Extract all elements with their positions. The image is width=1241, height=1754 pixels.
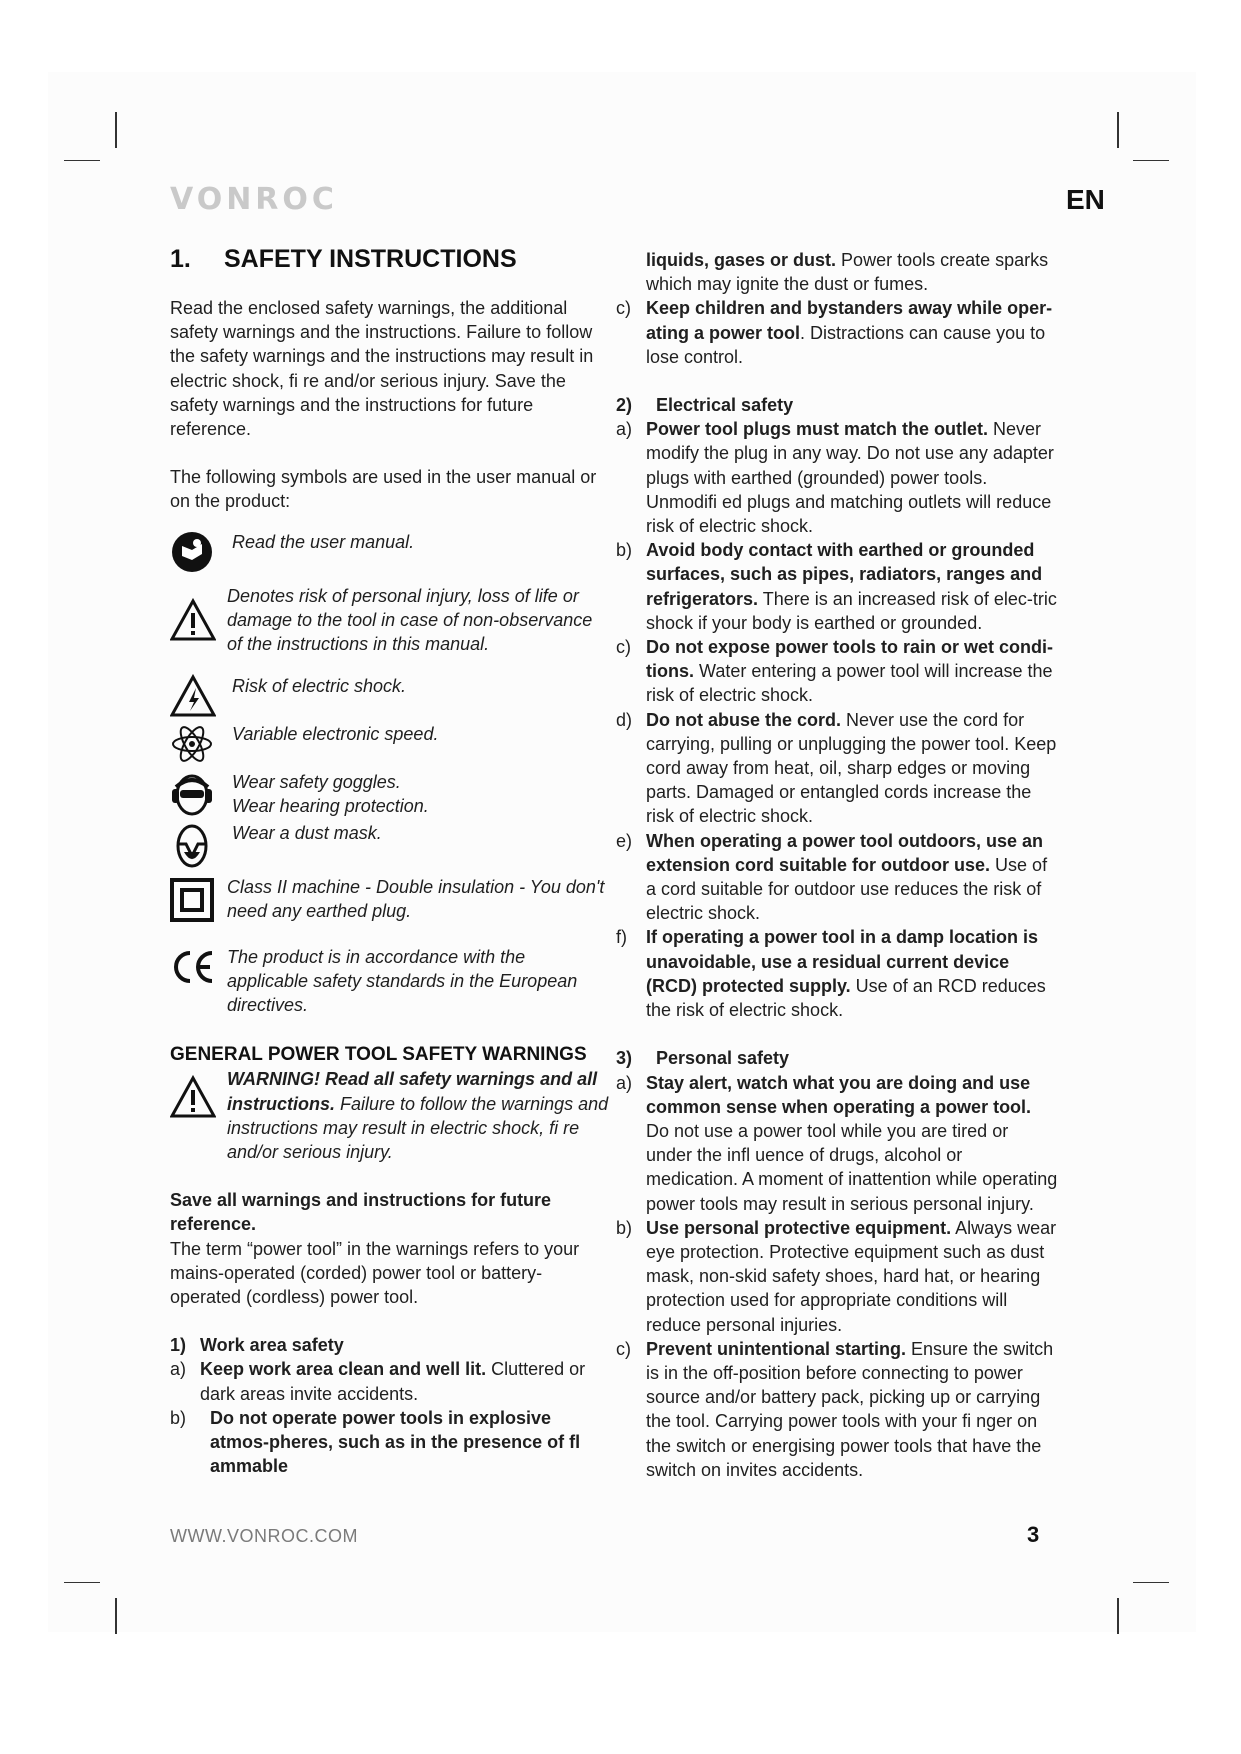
list-item: a) Stay alert, watch what you are doing and use common sense when operating a power tool. Do not use a power tool while you are tired or under the infl uence of drugs, alcohol or medication. A moment of inattention while operating power tools may result in serious personal injury. bbox=[616, 1072, 1058, 1214]
symbol-row: Risk of electric shock. bbox=[170, 674, 610, 718]
symbol-row: Read the user manual. bbox=[170, 530, 610, 574]
symbol-row: Class II machine - Double insulation - You don't need any earthed plug. bbox=[170, 875, 610, 925]
general-warnings-title: GENERAL POWER TOOL SAFETY WARNINGS bbox=[170, 1044, 587, 1066]
symbol-row: The product is in accordance with the applicable safety standards in the European directives. bbox=[170, 945, 610, 1018]
crop-mark bbox=[115, 112, 117, 148]
section-heading: 3) Personal safety bbox=[616, 1048, 790, 1069]
list-item: f) If operating a power tool in a damp location is unavoidable, use a residual current device (RCD) protected supply. Use of an RCD reduces the risk of electric shock. bbox=[616, 927, 1046, 1021]
list-item: c) Prevent unintentional starting. Ensure the switch is in the off-position before connecting to power source and/or battery pack, picking up or carrying the tool. Carrying power tools with your fi nger on the switch or energising power tools that have the switch on invites accidents. bbox=[616, 1338, 1054, 1480]
save-warnings-text: Save all warnings and instructions for future reference. bbox=[170, 1190, 552, 1235]
symbols-list bbox=[170, 530, 610, 1018]
warning-triangle-icon bbox=[170, 584, 222, 656]
electronic-speed-icon bbox=[170, 722, 222, 766]
list-item: d) Do not abuse the cord. Never use the cord for carrying, pulling or unplugging the power tool. Keep cord away from heat, oil, sharp edges or moving parts. Damaged or entangled cords increase the risk of electric shock. bbox=[616, 709, 1057, 827]
list-item-continued: liquids, gases or dust. Power tools create sparks which may ignite the dust or fumes. bbox=[646, 250, 1049, 295]
class-ii-icon bbox=[170, 875, 222, 925]
symbol-row: Denotes risk of personal injury, loss of life or damage to the tool in case of non-observance of the instructions in this manual. bbox=[170, 584, 610, 657]
warning-triangle-icon bbox=[170, 1067, 222, 1127]
read-manual-icon bbox=[170, 530, 222, 574]
symbol-row: Wear safety goggles. Wear hearing protection. bbox=[170, 770, 610, 818]
list-item: b) Use personal protective equipment. Always wear eye protection. Protective equipment such as dust mask, non-skid safety shoes, hard hat, or hearing protection used for appropriate conditions will reduce personal injuries. bbox=[616, 1217, 1057, 1335]
crop-mark bbox=[1117, 112, 1119, 148]
list-item: b) Avoid body contact with earthed or grounded surfaces, such as pipes, radiators, ranges and refrigerators. There is an increased risk of elec-tric shock if your body is earthed or grounded. bbox=[616, 540, 1057, 633]
section-heading: 1) Work area safety bbox=[170, 1335, 344, 1356]
crop-mark bbox=[64, 1582, 100, 1583]
brand-logo: VONROC bbox=[170, 182, 338, 217]
list-item: c) Do not expose power tools to rain or wet condi-tions. Water entering a power tool will increase the risk of electric shock. bbox=[616, 637, 1054, 706]
list-item: a) Power tool plugs must match the outlet. Never modify the plug in any way. Do not use any adapter plugs with earthed (grounded) power tools. Unmodifi ed plugs and matching outlets will reduce risk of electric shock. bbox=[616, 419, 1054, 537]
symbol-row: Variable electronic speed. bbox=[170, 722, 610, 766]
list-item: b) Do not operate power tools in explosive atmos-pheres, such as in the presence of fl ammable bbox=[170, 1407, 581, 1477]
language-code: EN bbox=[1066, 184, 1105, 215]
footer-url[interactable]: WWW.VONROC.COM bbox=[170, 1526, 358, 1546]
ce-mark-icon bbox=[170, 945, 222, 989]
goggles-ear-protection-icon bbox=[170, 770, 222, 818]
list-item: c) Keep children and bystanders away while oper-ating a power tool. Distractions can cause you to lose control. bbox=[616, 298, 1053, 367]
page-number: 3 bbox=[1027, 1522, 1040, 1547]
right-column bbox=[616, 248, 1058, 1482]
page-title: 1. SAFETY INSTRUCTIONS bbox=[170, 245, 517, 273]
electric-shock-icon bbox=[170, 674, 222, 718]
crop-mark bbox=[64, 160, 100, 161]
crop-mark bbox=[1133, 1582, 1169, 1583]
symbols-intro: The following symbols are used in the user manual or on the product: bbox=[170, 467, 597, 512]
list-item: e) When operating a power tool outdoors, use an extension cord suitable for outdoor use. Use of a cord suitable for outdoor use reduces the risk of electric shock. bbox=[616, 830, 1048, 924]
crop-mark bbox=[1117, 1598, 1119, 1634]
list-item: a) Keep work area clean and well lit. Cluttered or dark areas invite accidents. bbox=[170, 1359, 586, 1404]
left-column bbox=[170, 244, 610, 1479]
intro-paragraph: Read the enclosed safety warnings, the additional safety warnings and the instructions. Failure to follow the safety warnings and the instructions may result in electric shock, fi re and/or serious injury. Save the safety warnings and the instructions for future reference. bbox=[170, 298, 594, 440]
crop-mark bbox=[115, 1598, 117, 1634]
dust-mask-icon bbox=[170, 821, 222, 871]
symbol-row: Wear a dust mask. bbox=[170, 821, 610, 871]
section-heading: 2) Electrical safety bbox=[616, 395, 794, 416]
power-tool-term: The term “power tool” in the warnings refers to your mains-operated (corded) power tool or battery-operated (cordless) power tool. bbox=[170, 1238, 580, 1308]
general-warning-row: WARNING! Read all safety warnings and all instructions. Failure to follow the warnings and instructions may result in electric shock, fi re and/or serious injury. bbox=[170, 1067, 610, 1164]
crop-mark bbox=[1133, 160, 1169, 161]
